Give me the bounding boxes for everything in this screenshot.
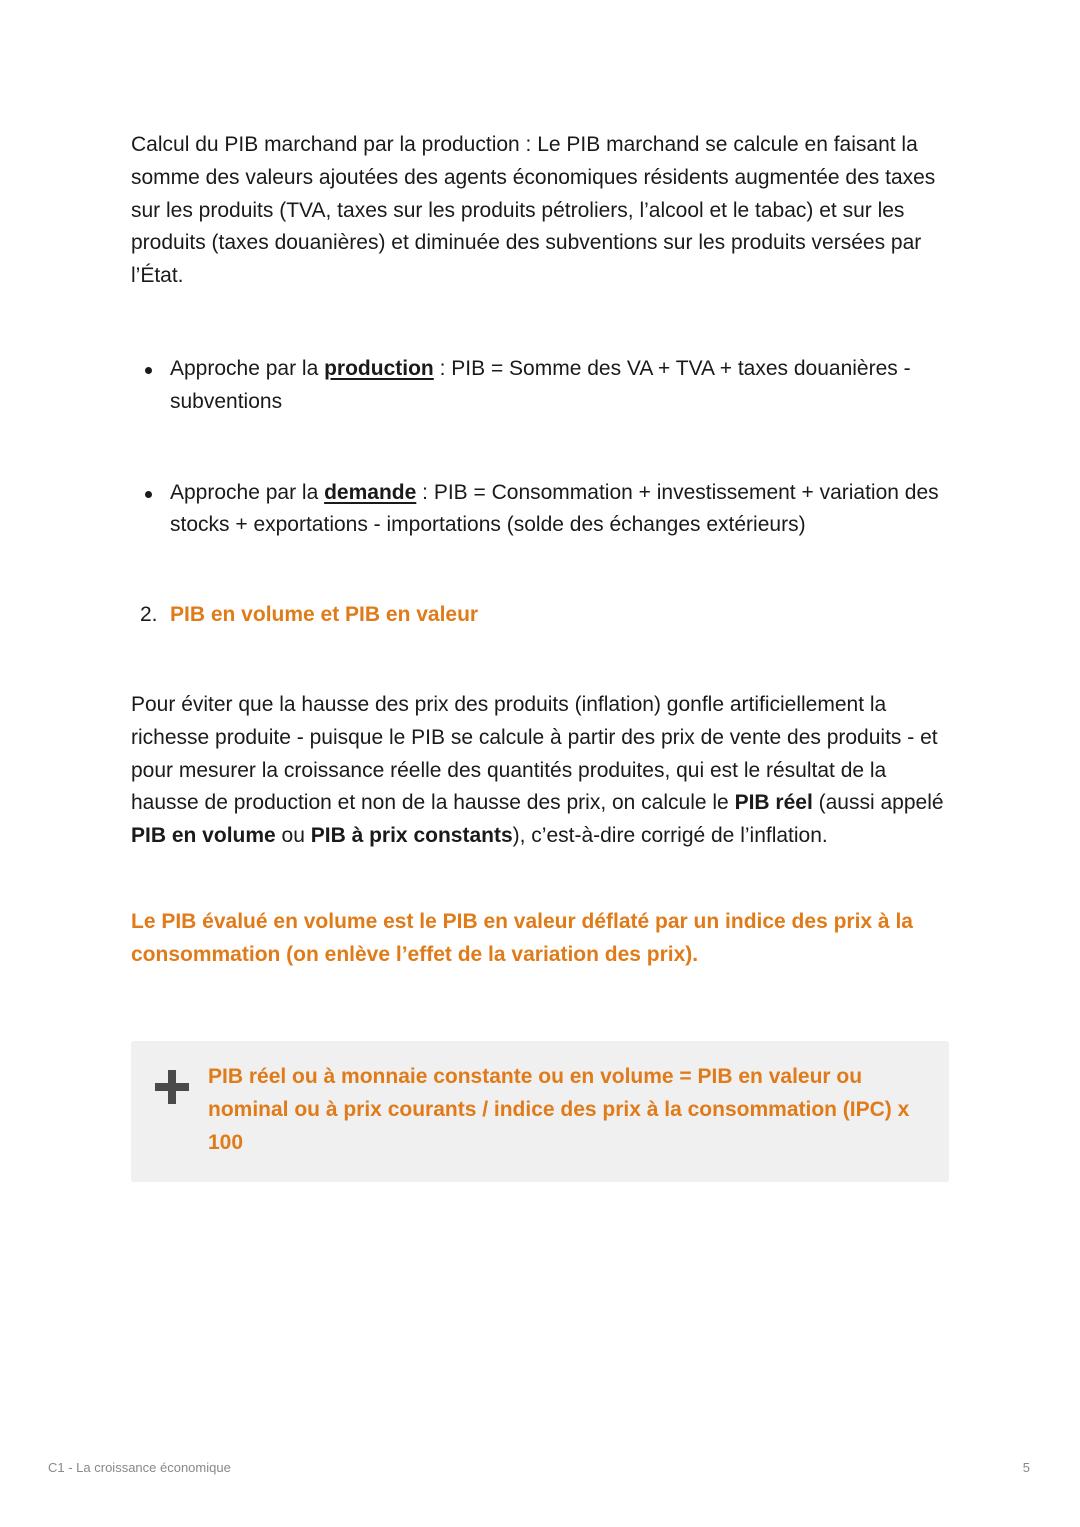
bullet-prefix: Approche par la [170, 356, 325, 380]
bullet-suffix: : PIB = Somme des VA + TVA + taxes douanières - subventions [170, 356, 911, 413]
section-number: 2. [140, 603, 158, 627]
keyword-production: production [324, 356, 434, 380]
highlight-definition: Le PIB évalué en volume est le PIB en valeur déflaté par un indice des prix à la consommation (on enlève l’effet de la variation des prix). [131, 909, 913, 966]
text-part: ), c’est-à-dire corrigé de l’inflation. [512, 824, 828, 848]
term-pib-prix-constants: PIB à prix constants [310, 824, 513, 848]
text-part: Pour éviter que la hausse des prix des produits (inflation) gonfle artificiellement la richesse produite - puisque le PIB se calcule à partir des prix de vente des produits - et pour mesurer la croissance réelle des quantités produites, qui est le résultat de la hausse de production et non de la hausse des prix, on calcule le [131, 692, 938, 815]
paragraph-calcul-pib: Calcul du PIB marchand par la production : Le PIB marchand se calcule en faisant la somme des valeurs ajoutées des agents économiques résidents augmentée des taxes sur les produits (TVA, taxes sur les produits pétroliers, l’alcool et le tabac) et sur les produits (taxes douanières) et diminuée des subventions sur les produits versées par l’État. [131, 133, 936, 288]
keyword-demande: demande [324, 480, 417, 504]
callout-formula-text: PIB réel ou à monnaie constante ou en volume = PIB en valeur ou nominal ou à prix courants / indice des prix à la consommation (IPC) x 100 [208, 1065, 910, 1154]
text-part: ou [275, 824, 311, 848]
page-content [131, 129, 951, 972]
term-pib-reel: PIB réel [734, 791, 813, 815]
text-part: (aussi appelé [812, 791, 944, 815]
plus-icon [155, 1070, 189, 1104]
section-title: PIB en volume et PIB en valeur [170, 603, 479, 627]
section-heading-2 [131, 599, 951, 632]
bullet-suffix: : PIB = Consommation + investissement + variation des stocks + exportations - importations (solde des échanges extérieurs) [170, 480, 939, 537]
paragraph-pib-volume [131, 689, 951, 853]
list-item-production [131, 353, 951, 419]
formula-callout [131, 1041, 949, 1182]
footer-chapter: C1 - La croissance économique [48, 1460, 231, 1475]
bullet-prefix: Approche par la [170, 480, 325, 504]
page-number: 5 [1022, 1460, 1030, 1475]
term-pib-volume: PIB en volume [131, 824, 276, 848]
approach-list [131, 353, 951, 542]
list-item-demande [131, 477, 951, 543]
